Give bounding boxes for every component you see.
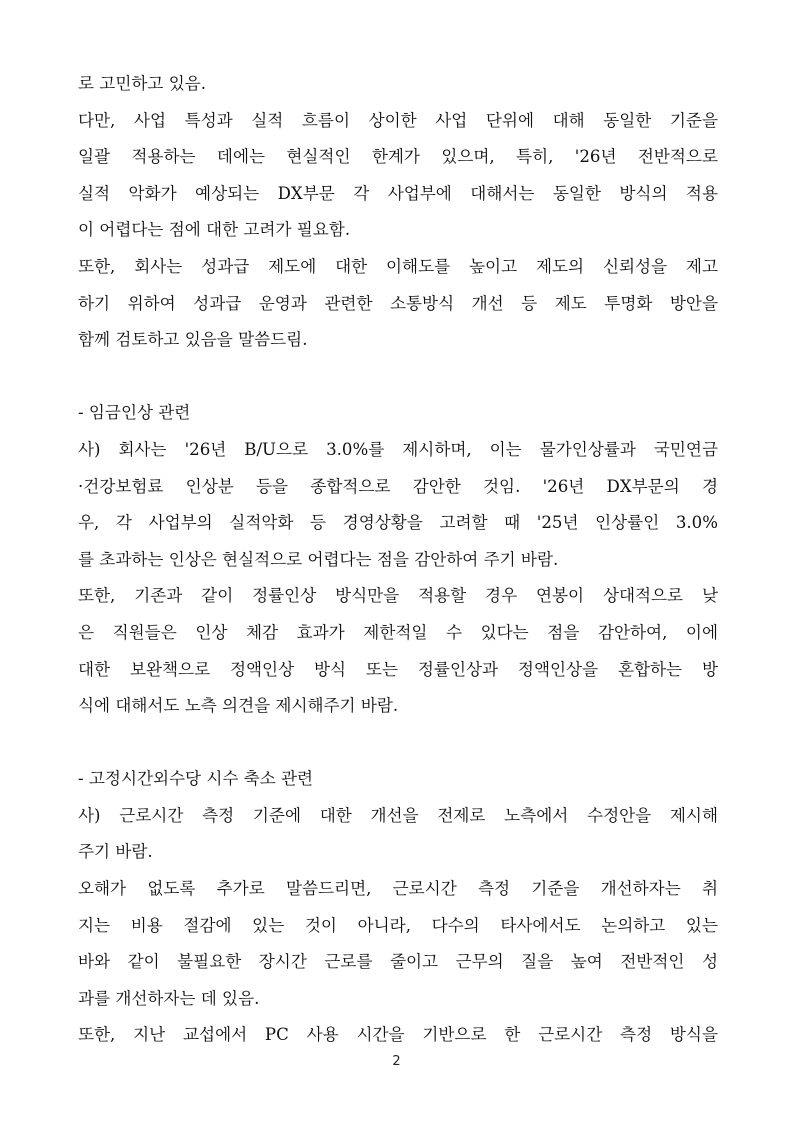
section-heading: - 고정시간외수당 시수 축소 관련 bbox=[78, 769, 314, 789]
blank-line bbox=[78, 359, 718, 396]
text-line: 오해가 없도록 추가로 말씀드리면, 근로시간 측정 기준을 개선하자는 취 bbox=[78, 879, 718, 899]
text-line: 지는 비용 절감에 있는 것이 아니라, 다수의 타사에서도 논의하고 있는 bbox=[78, 915, 718, 935]
text-line: 과를 개선하자는 데 있음. bbox=[78, 988, 260, 1008]
text-line: 또한, 회사는 성과급 제도에 대한 이해도를 높이고 제도의 신뢰성을 제고 bbox=[78, 256, 718, 276]
text-line: 바와 같이 불필요한 장시간 근로를 줄이고 근무의 질을 높여 전반적인 성 bbox=[78, 952, 718, 972]
text-line: 를 초과하는 인상은 현실적으로 어렵다는 점을 감안하여 주기 바람. bbox=[78, 549, 559, 569]
text-line: 또한, 기존과 같이 정률인상 방식만을 적용할 경우 연봉이 상대적으로 낮 bbox=[78, 586, 718, 606]
text-line: 또한, 지난 교섭에서 PC 사용 시간을 기반으로 한 근로시간 측정 방식을 bbox=[78, 1025, 718, 1045]
text-line: 실적 악화가 예상되는 DX부문 각 사업부에 대해서는 동일한 방식의 적용 bbox=[78, 183, 718, 203]
blank-line bbox=[78, 725, 718, 762]
text-line: 일괄 적용하는 데에는 현실적인 한계가 있으며, 특히, '26년 전반적으로 bbox=[78, 147, 718, 167]
body-text bbox=[78, 66, 718, 1054]
text-line: 사) 회사는 '26년 B/U으로 3.0%를 제시하며, 이는 물가인상률과 국민연금 bbox=[78, 439, 718, 459]
text-line: 다만, 사업 특성과 실적 흐름이 상이한 사업 단위에 대해 동일한 기준을 bbox=[78, 110, 718, 130]
text-line: 이 어렵다는 점에 대한 고려가 필요함. bbox=[78, 220, 351, 240]
text-line: 대한 보완책으로 정액인상 방식 또는 정률인상과 정액인상을 혼합하는 방 bbox=[78, 659, 718, 679]
text-line: 함께 검토하고 있음을 말씀드림. bbox=[78, 330, 308, 350]
text-line: ·건강보험료 인상분 등을 종합적으로 감안한 것임. '26년 DX부문의 경 bbox=[78, 476, 718, 496]
text-line: 사) 근로시간 측정 기준에 대한 개선을 전제로 노측에서 수정안을 제시해 bbox=[78, 805, 718, 825]
section-heading: - 임금인상 관련 bbox=[78, 403, 191, 423]
text-line: 로 고민하고 있음. bbox=[78, 74, 207, 93]
text-line: 은 직원들은 인상 체감 효과가 제한적일 수 있다는 점을 감안하여, 이에 bbox=[78, 622, 718, 642]
text-line: 하기 위하여 성과급 운영과 관련한 소통방식 개선 등 제도 투명화 방안을 bbox=[78, 293, 718, 313]
page-number: 2 bbox=[392, 1054, 401, 1069]
text-line: 우, 각 사업부의 실적악화 등 경영상황을 고려할 때 '25년 인상률인 3.0% bbox=[78, 513, 718, 533]
text-line: 식에 대해서도 노측 의견을 제시해주기 바람. bbox=[78, 696, 399, 716]
text-line: 주기 바람. bbox=[78, 842, 153, 862]
